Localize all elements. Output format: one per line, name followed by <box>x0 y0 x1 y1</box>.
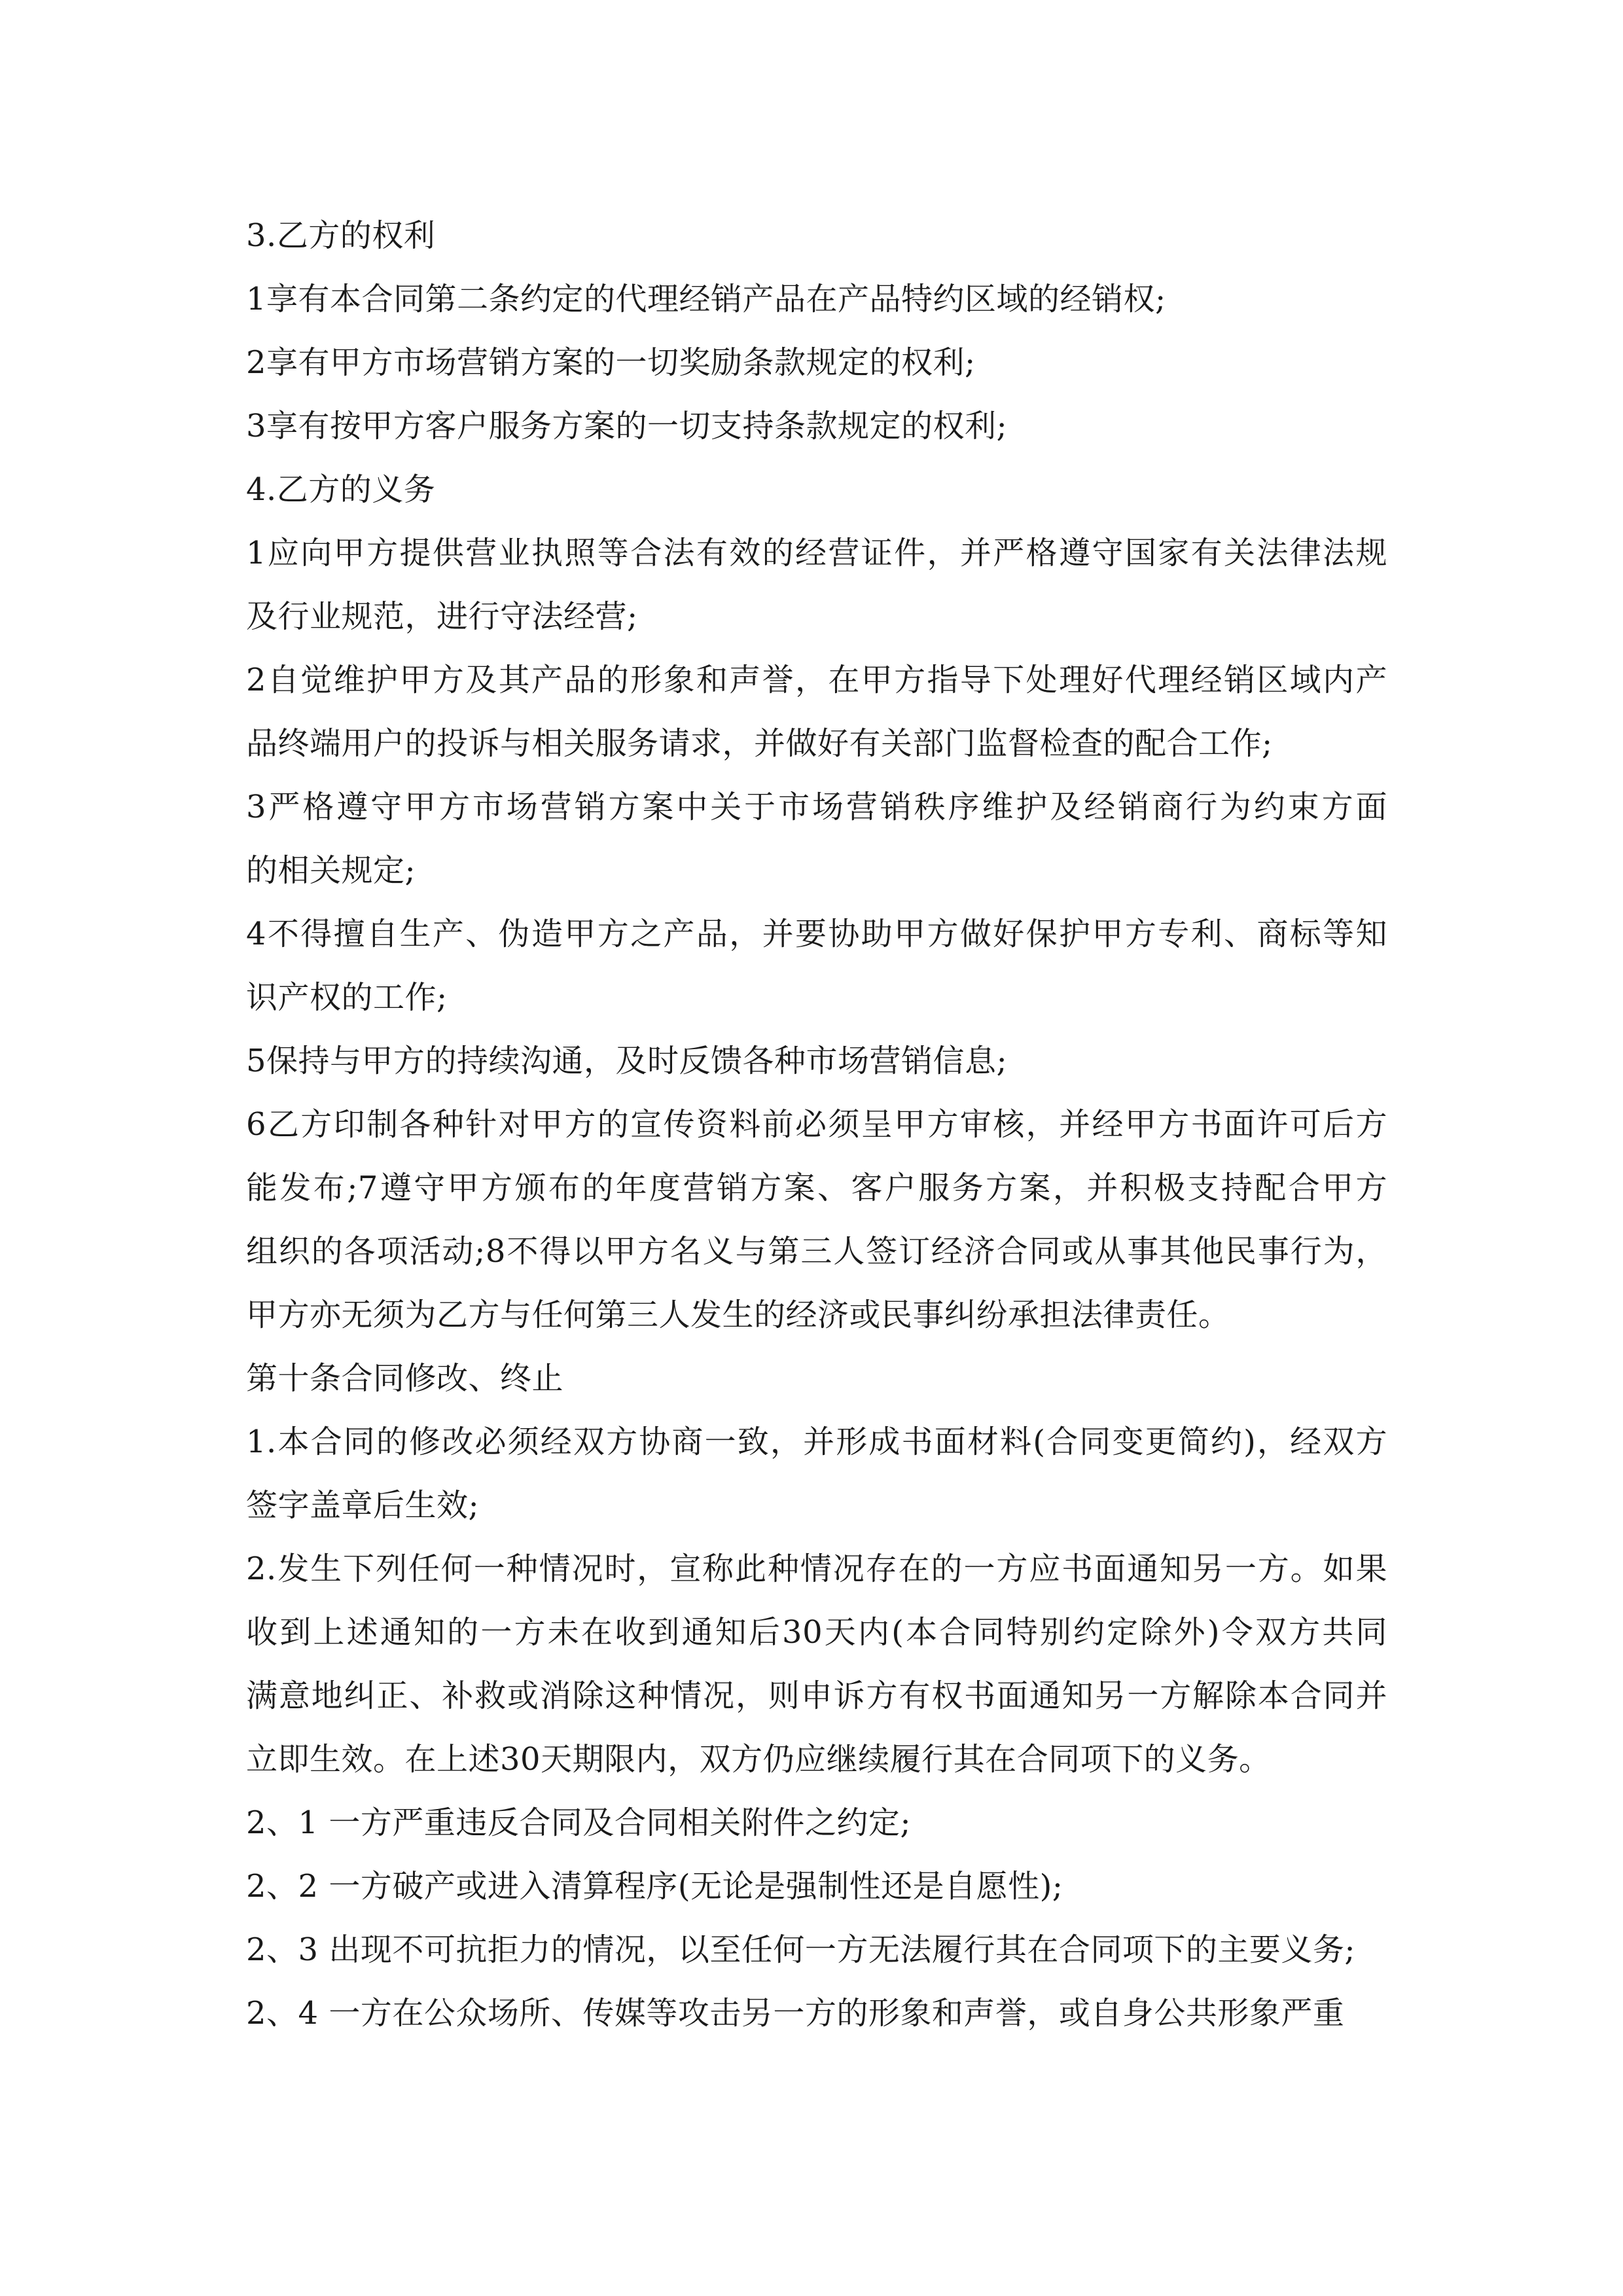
heading-party-b-obligations: 4.乙方的义务 <box>246 471 436 508</box>
paragraph-line: 组织的各项活动;8不得以甲方名义与第三人签订经济合同或从事其他民事行为， <box>246 1233 1387 1270</box>
paragraph-line: 立即生效。在上述30天期限内，双方仍应继续履行其在合同项下的义务。 <box>246 1741 1271 1778</box>
paragraph-line: 5保持与甲方的持续沟通，及时反馈各种市场营销信息; <box>246 1043 1008 1079</box>
paragraph-line: 及行业规范，进行守法经营; <box>246 598 638 635</box>
paragraph-line: 3享有按甲方客户服务方案的一切支持条款规定的权利; <box>246 408 1008 444</box>
paragraph-line: 2.发生下列任何一种情况时，宣称此种情况存在的一方应书面通知另一方。如果 <box>246 1551 1387 1587</box>
paragraph-line: 2自觉维护甲方及其产品的形象和声誉，在甲方指导下处理好代理经销区域内产 <box>246 662 1387 698</box>
paragraph-line: 识产权的工作; <box>246 979 448 1016</box>
paragraph-line: 2、4 一方在公众场所、传媒等攻击另一方的形象和声誉，或自身公共形象严重 <box>246 1995 1345 2032</box>
paragraph-line: 1享有本合同第二条约定的代理经销产品在产品特约区域的经销权; <box>246 281 1166 317</box>
paragraph-line: 1应向甲方提供营业执照等合法有效的经营证件，并严格遵守国家有关法律法规 <box>246 535 1387 571</box>
paragraph-line: 2、2 一方破产或进入清算程序(无论是强制性还是自愿性); <box>246 1868 1063 1905</box>
paragraph-line: 3严格遵守甲方市场营销方案中关于市场营销秩序维护及经销商行为约束方面 <box>246 789 1387 825</box>
paragraph-line: 1.本合同的修改必须经双方协商一致，并形成书面材料(合同变更简约)，经双方 <box>246 1424 1387 1460</box>
paragraph-line: 2、3 出现不可抗拒力的情况，以至任何一方无法履行其在合同项下的主要义务; <box>246 1931 1356 1968</box>
paragraph-line: 2、1 一方严重违反合同及合同相关附件之约定; <box>246 1804 912 1841</box>
heading-article-10: 第十条合同修改、终止 <box>246 1360 564 1397</box>
heading-party-b-rights: 3.乙方的权利 <box>246 217 436 254</box>
paragraph-line: 收到上述通知的一方未在收到通知后30天内(本合同特别约定除外)令双方共同 <box>246 1614 1387 1651</box>
paragraph-line: 签字盖章后生效; <box>246 1487 480 1524</box>
paragraph-line: 品终端用户的投诉与相关服务请求，并做好有关部门监督检查的配合工作; <box>246 725 1273 762</box>
paragraph-line: 甲方亦无须为乙方与任何第三人发生的经济或民事纠纷承担法律责任。 <box>246 1297 1230 1333</box>
paragraph-line: 能发布;7遵守甲方颁布的年度营销方案、客户服务方案，并积极支持配合甲方 <box>246 1170 1387 1206</box>
paragraph-line: 满意地纠正、补救或消除这种情况，则申诉方有权书面通知另一方解除本合同并 <box>246 1677 1387 1714</box>
paragraph-line: 4不得擅自生产、伪造甲方之产品，并要协助甲方做好保护甲方专利、商标等知 <box>246 916 1387 952</box>
paragraph-line: 的相关规定; <box>246 852 416 889</box>
paragraph-line: 6乙方印制各种针对甲方的宣传资料前必须呈甲方审核，并经甲方书面许可后方 <box>246 1106 1387 1143</box>
paragraph-line: 2享有甲方市场营销方案的一切奖励条款规定的权利; <box>246 344 976 381</box>
